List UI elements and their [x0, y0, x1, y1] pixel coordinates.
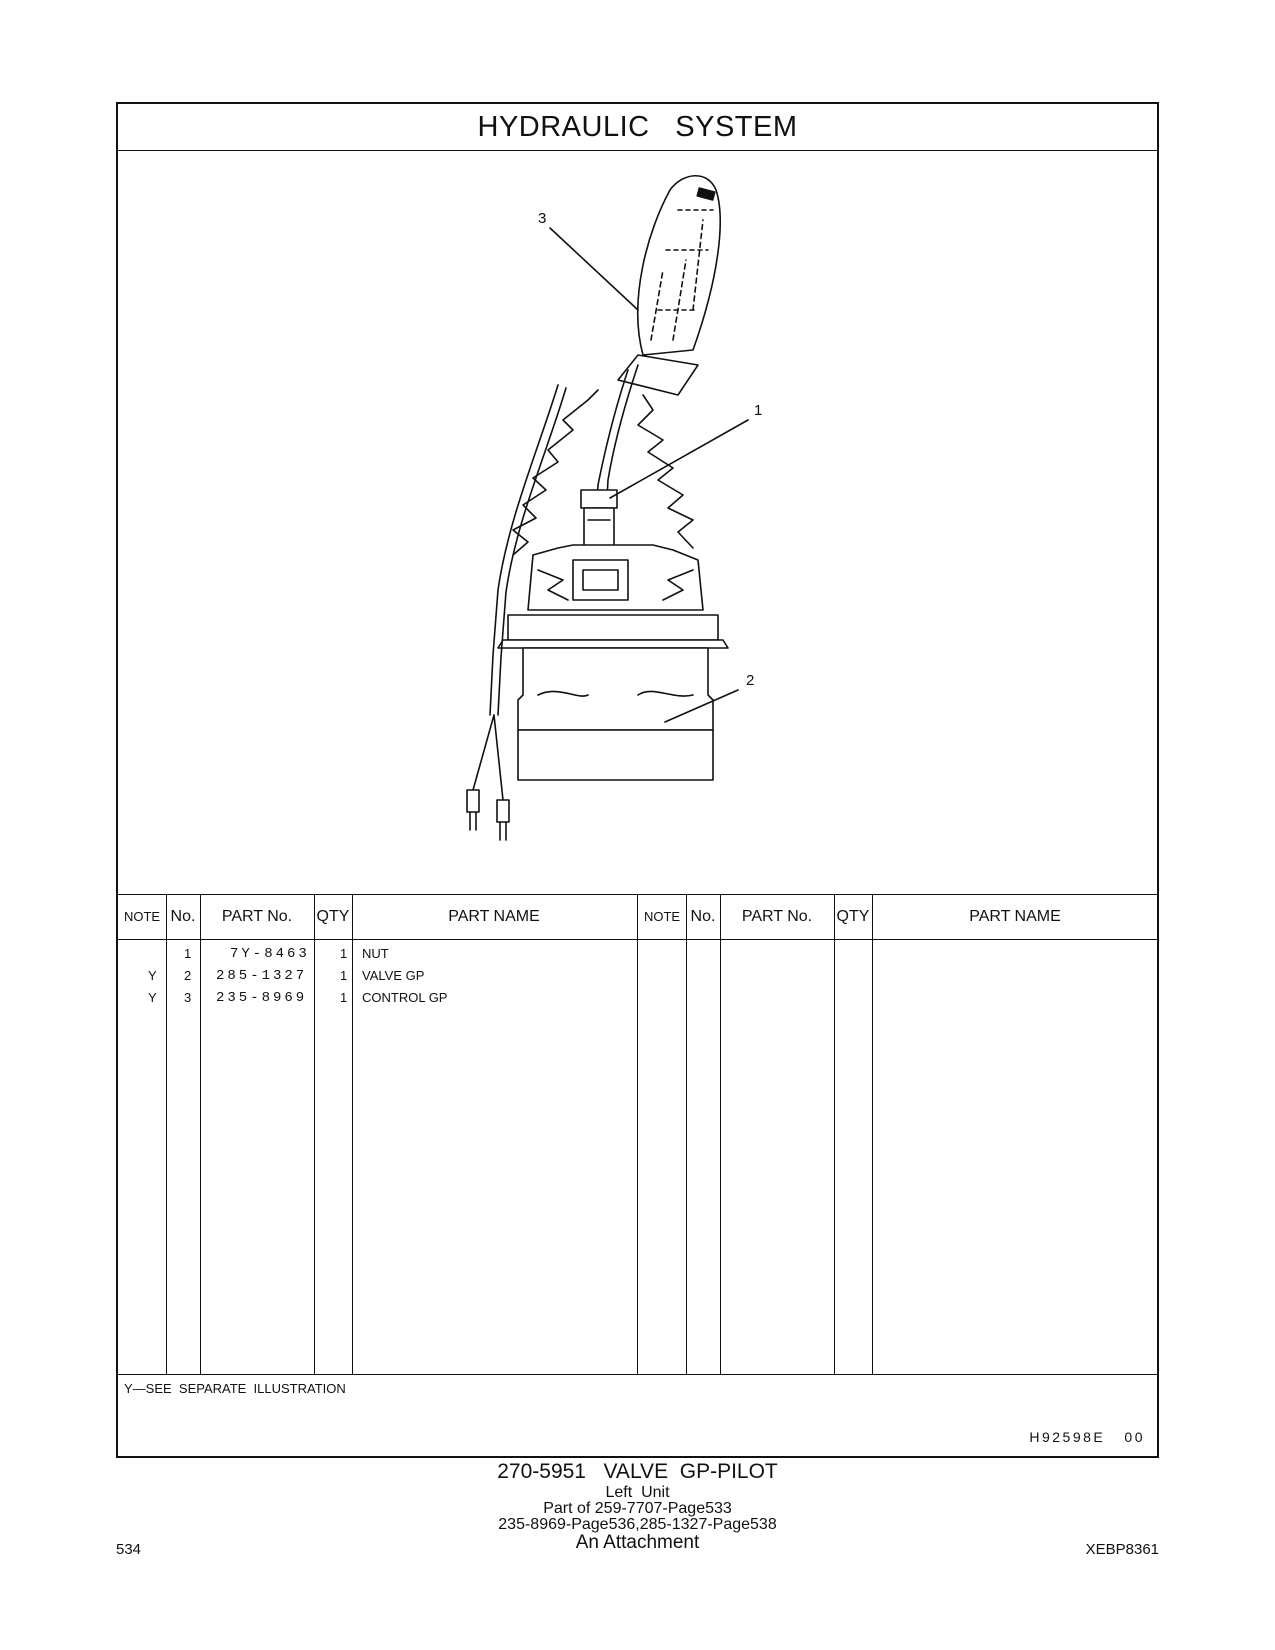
- parts-list-table: [118, 894, 1157, 1375]
- pilot-valve-drawing: [118, 150, 1157, 894]
- table-row: [118, 943, 637, 965]
- callout-1: 1: [754, 402, 763, 419]
- row-part-no: 285-1327: [216, 968, 308, 984]
- row-no: 3: [184, 990, 192, 1005]
- row-no: 2: [184, 968, 192, 983]
- caption-line: An Attachment: [575, 1532, 700, 1553]
- footnote-area: [118, 1374, 1157, 1459]
- group-title: 270-5951 VALVE GP-PILOT: [497, 1460, 778, 1483]
- row-part-name: NUT: [362, 946, 389, 961]
- col-no: No.: [170, 908, 196, 925]
- col-part-name: PART NAME: [448, 908, 540, 925]
- row-part-no: 235-8969: [216, 990, 308, 1006]
- col-part-name: PART NAME: [969, 908, 1061, 925]
- col-note: NOTE: [123, 909, 161, 924]
- divider: [686, 895, 687, 1375]
- col-no: No.: [690, 908, 716, 925]
- row-part-name: CONTROL GP: [362, 990, 448, 1005]
- exploded-view-illustration: [118, 150, 1157, 894]
- row-qty: 1: [340, 946, 348, 961]
- row-qty: 1: [340, 968, 348, 983]
- divider: [872, 895, 873, 1375]
- table-header: [118, 895, 637, 940]
- col-note: NOTE: [643, 909, 681, 924]
- caption-line: 235-8969-Page536,285-1327-Page538: [498, 1516, 777, 1533]
- callout-3: 3: [538, 210, 547, 227]
- table-row: [118, 987, 637, 1009]
- note-legend: Y—SEE SEPARATE ILLUSTRATION: [124, 1381, 346, 1396]
- caption-line: Part of 259-7707-Page533: [543, 1500, 732, 1517]
- col-qty: QTY: [836, 908, 870, 925]
- parts-list-left: [118, 895, 638, 1375]
- col-part-no: PART No.: [221, 908, 293, 925]
- page-number: 534: [116, 1541, 142, 1558]
- table-row: [118, 965, 637, 987]
- document-code: XEBP8361: [1085, 1541, 1159, 1558]
- col-qty: QTY: [316, 908, 350, 925]
- divider: [834, 895, 835, 1375]
- section-title: HYDRAULIC SYSTEM: [118, 104, 1157, 151]
- catalog-frame: [116, 102, 1159, 1458]
- caption-line: Left Unit: [605, 1484, 670, 1501]
- row-part-no: 7Y-8463: [230, 946, 310, 962]
- row-part-name: VALVE GP: [362, 968, 425, 983]
- divider: [720, 895, 721, 1375]
- row-note: Y: [148, 968, 157, 983]
- illustration-code: H92598E 00: [1029, 1429, 1145, 1445]
- row-note: Y: [148, 990, 157, 1005]
- callout-2: 2: [746, 672, 755, 689]
- col-part-no: PART No.: [741, 908, 813, 925]
- parts-list-right: [638, 895, 1158, 1375]
- row-qty: 1: [340, 990, 348, 1005]
- table-header: [638, 895, 1158, 940]
- row-no: 1: [184, 946, 192, 961]
